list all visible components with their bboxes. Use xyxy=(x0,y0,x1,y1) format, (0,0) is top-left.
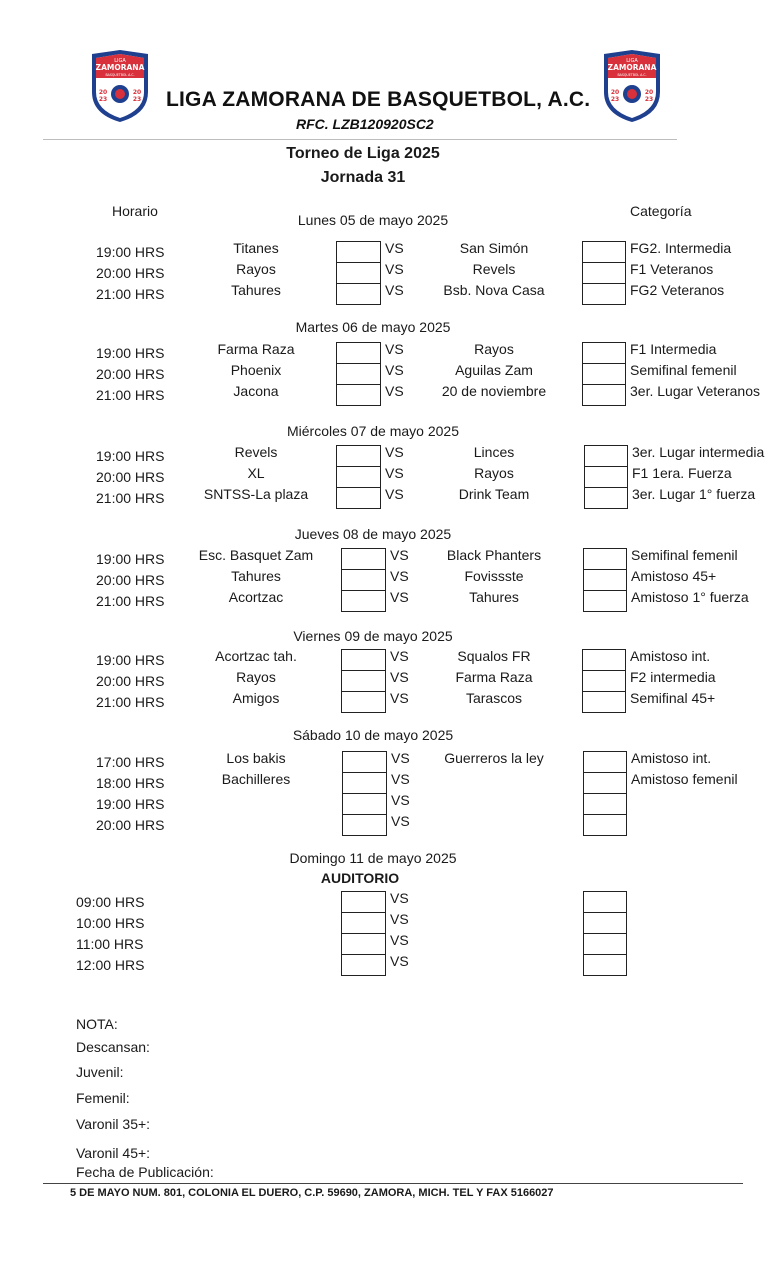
svg-text:20: 20 xyxy=(98,89,108,96)
home-team: Los bakis xyxy=(226,750,286,766)
home-team: Esc. Basquet Zam xyxy=(198,547,314,563)
game-category: Amistoso femenil xyxy=(631,771,738,787)
vs-label: VS xyxy=(385,240,404,256)
vs-label: VS xyxy=(390,890,409,906)
category-box[interactable] xyxy=(583,954,627,976)
home-score-box[interactable] xyxy=(336,342,381,364)
home-score-box[interactable] xyxy=(336,487,381,509)
day-heading: Lunes 05 de mayo 2025 xyxy=(297,212,449,228)
game-category: F1 Intermedia xyxy=(630,341,717,357)
category-box[interactable] xyxy=(582,691,626,713)
home-score-box[interactable] xyxy=(341,548,386,570)
home-team: Rayos xyxy=(236,669,276,685)
footer-address: 5 DE MAYO NUM. 801, COLONIA EL DUERO, C.P. 59690, ZAMORA, MICH. TEL Y FAX 5166027 xyxy=(70,1187,554,1199)
game-time: 21:00 HRS xyxy=(96,490,165,506)
home-score-box[interactable] xyxy=(341,590,386,612)
vs-label: VS xyxy=(390,690,409,706)
away-team: Fovissste xyxy=(464,568,524,584)
game-category: F1 1era. Fuerza xyxy=(632,465,732,481)
day-heading: Viernes 09 de mayo 2025 xyxy=(293,628,453,644)
juvenil-label: Juvenil: xyxy=(76,1064,124,1080)
away-team: Farma Raza xyxy=(455,669,533,685)
vs-label: VS xyxy=(390,932,409,948)
home-score-box[interactable] xyxy=(342,793,387,815)
vs-label: VS xyxy=(385,362,404,378)
game-category: FG2. Intermedia xyxy=(630,240,732,256)
category-box[interactable] xyxy=(582,241,626,263)
varonil45-label: Varonil 45+: xyxy=(76,1145,151,1161)
day-heading: Jueves 08 de mayo 2025 xyxy=(294,526,452,542)
game-category: Semifinal femenil xyxy=(631,547,738,563)
vs-label: VS xyxy=(385,282,404,298)
game-time: 18:00 HRS xyxy=(96,775,165,791)
away-team: Linces xyxy=(473,444,515,460)
away-team: 20 de noviembre xyxy=(441,383,547,399)
category-box[interactable] xyxy=(583,548,627,570)
category-box[interactable] xyxy=(583,590,627,612)
category-box[interactable] xyxy=(583,569,627,591)
game-time: 09:00 HRS xyxy=(76,894,145,910)
home-score-box[interactable] xyxy=(341,691,386,713)
home-score-box[interactable] xyxy=(336,445,381,467)
vs-label: VS xyxy=(385,261,404,277)
home-team: Farma Raza xyxy=(217,341,295,357)
vs-label: VS xyxy=(390,669,409,685)
game-time: 19:00 HRS xyxy=(96,652,165,668)
game-time: 12:00 HRS xyxy=(76,957,145,973)
vs-label: VS xyxy=(385,486,404,502)
logo-text-main: ZAMORANA xyxy=(95,63,145,72)
home-score-box[interactable] xyxy=(342,772,387,794)
home-score-box[interactable] xyxy=(341,891,386,913)
logo-text-sub: BASQUETBOL A.C. xyxy=(105,73,135,77)
away-team: San Simón xyxy=(459,240,529,256)
home-score-box[interactable] xyxy=(336,241,381,263)
away-team: Tahures xyxy=(469,589,519,605)
venue-label: AUDITORIO xyxy=(320,870,400,886)
home-team: Rayos xyxy=(236,261,276,277)
resting-label: Descansan: xyxy=(76,1039,150,1055)
game-time: 21:00 HRS xyxy=(96,593,165,609)
game-category: Amistoso int. xyxy=(631,750,712,766)
rfc: RFC. LZB120920SC2 xyxy=(296,116,434,132)
away-team: Guerreros la ley xyxy=(444,750,544,766)
game-time: 20:00 HRS xyxy=(96,572,165,588)
svg-text:23: 23 xyxy=(98,96,108,103)
home-team: Phoenix xyxy=(230,362,282,378)
svg-text:ZAMORANA: ZAMORANA xyxy=(607,63,657,72)
league-logo-right xyxy=(600,48,664,124)
home-score-box[interactable] xyxy=(341,933,386,955)
home-score-box[interactable] xyxy=(341,569,386,591)
away-team: Tarascos xyxy=(465,690,523,706)
day-heading: Sábado 10 de mayo 2025 xyxy=(292,727,454,743)
home-team: Tahures xyxy=(231,568,281,584)
category-box[interactable] xyxy=(583,933,627,955)
home-team: SNTSS-La plaza xyxy=(203,486,309,502)
home-team: Acortzac xyxy=(228,589,284,605)
home-score-box[interactable] xyxy=(342,751,387,773)
game-category: FG2 Veteranos xyxy=(630,282,725,298)
home-team: XL xyxy=(247,465,265,481)
home-score-box[interactable] xyxy=(341,954,386,976)
game-time: 20:00 HRS xyxy=(96,469,165,485)
game-time: 20:00 HRS xyxy=(96,265,165,281)
game-time: 19:00 HRS xyxy=(96,551,165,567)
game-time: 20:00 HRS xyxy=(96,673,165,689)
game-category: 3er. Lugar intermedia xyxy=(632,444,765,460)
femenil-label: Femenil: xyxy=(76,1090,130,1106)
away-team: Squalos FR xyxy=(457,648,531,664)
category-box[interactable] xyxy=(582,283,626,305)
away-team: Bsb. Nova Casa xyxy=(443,282,545,298)
vs-label: VS xyxy=(391,813,410,829)
home-team: Acortzac tah. xyxy=(215,648,297,664)
game-time: 21:00 HRS xyxy=(96,387,165,403)
home-score-box[interactable] xyxy=(342,814,387,836)
vs-label: VS xyxy=(391,750,410,766)
game-category: Amistoso 45+ xyxy=(631,568,717,584)
home-score-box[interactable] xyxy=(341,670,386,692)
away-team: Rayos xyxy=(474,341,514,357)
league-logo-left xyxy=(88,48,152,124)
game-time: 10:00 HRS xyxy=(76,915,145,931)
category-box[interactable] xyxy=(583,772,627,794)
category-box[interactable] xyxy=(582,342,626,364)
home-score-box[interactable] xyxy=(336,384,381,406)
home-team: Bachilleres xyxy=(221,771,291,787)
vs-label: VS xyxy=(385,341,404,357)
note-label: NOTA: xyxy=(76,1016,118,1032)
home-team: Tahures xyxy=(231,282,281,298)
home-team: Jacona xyxy=(233,383,279,399)
home-score-box[interactable] xyxy=(341,912,386,934)
category-box[interactable] xyxy=(583,912,627,934)
category-box[interactable] xyxy=(583,751,627,773)
home-score-box[interactable] xyxy=(336,283,381,305)
game-category: Semifinal femenil xyxy=(630,362,737,378)
vs-label: VS xyxy=(390,568,409,584)
category-box[interactable] xyxy=(582,363,626,385)
category-box[interactable] xyxy=(584,445,628,467)
svg-text:20: 20 xyxy=(644,89,654,96)
vs-label: VS xyxy=(391,792,410,808)
column-header-categoria: Categoría xyxy=(630,203,692,219)
game-category: Amistoso int. xyxy=(630,648,711,664)
category-box[interactable] xyxy=(582,670,626,692)
publication-date-label: Fecha de Publicación: xyxy=(76,1164,214,1180)
svg-text:20: 20 xyxy=(132,89,142,96)
game-time: 19:00 HRS xyxy=(96,244,165,260)
svg-text:BASQUETBOL A.C.: BASQUETBOL A.C. xyxy=(617,73,647,77)
tournament-title: Torneo de Liga 2025 xyxy=(286,145,440,162)
home-team: Revels xyxy=(234,444,278,460)
org-name: LIGA ZAMORANA DE BASQUETBOL, A.C. xyxy=(166,88,591,111)
game-time: 17:00 HRS xyxy=(96,754,165,770)
away-team: Rayos xyxy=(474,465,514,481)
game-time: 19:00 HRS xyxy=(96,448,165,464)
vs-label: VS xyxy=(385,444,404,460)
game-category: Semifinal 45+ xyxy=(630,690,716,706)
away-team: Drink Team xyxy=(458,486,530,502)
game-category: F2 intermedia xyxy=(630,669,716,685)
vs-label: VS xyxy=(385,383,404,399)
away-team: Black Phanters xyxy=(446,547,542,563)
round-title: Jornada 31 xyxy=(320,169,406,186)
home-score-box[interactable] xyxy=(336,363,381,385)
game-category: F1 Veteranos xyxy=(630,261,714,277)
vs-label: VS xyxy=(390,953,409,969)
vs-label: VS xyxy=(390,648,409,664)
home-team: Titanes xyxy=(233,240,279,256)
vs-label: VS xyxy=(391,771,410,787)
game-category: Amistoso 1° fuerza xyxy=(631,589,749,605)
svg-text:23: 23 xyxy=(132,96,142,103)
game-category: 3er. Lugar Veteranos xyxy=(630,383,760,399)
game-time: 20:00 HRS xyxy=(96,366,165,382)
game-time: 21:00 HRS xyxy=(96,694,165,710)
category-box[interactable] xyxy=(584,466,628,488)
category-box[interactable] xyxy=(583,793,627,815)
game-time: 19:00 HRS xyxy=(96,796,165,812)
home-team: Amigos xyxy=(232,690,280,706)
away-team: Revels xyxy=(472,261,516,277)
day-heading: Miércoles 07 de mayo 2025 xyxy=(287,423,459,439)
svg-text:23: 23 xyxy=(610,96,620,103)
footer-divider xyxy=(43,1183,743,1184)
day-heading: Martes 06 de mayo 2025 xyxy=(295,319,451,335)
svg-text:LIGA: LIGA xyxy=(626,58,638,64)
game-time: 19:00 HRS xyxy=(96,345,165,361)
category-box[interactable] xyxy=(583,891,627,913)
game-time: 11:00 HRS xyxy=(76,936,144,952)
category-box[interactable] xyxy=(583,814,627,836)
game-time: 21:00 HRS xyxy=(96,286,165,302)
category-box[interactable] xyxy=(582,649,626,671)
svg-text:23: 23 xyxy=(644,96,654,103)
home-score-box[interactable] xyxy=(336,466,381,488)
vs-label: VS xyxy=(390,589,409,605)
logo-text-top: LIGA xyxy=(114,58,126,64)
category-box[interactable] xyxy=(582,384,626,406)
varonil35-label: Varonil 35+: xyxy=(76,1116,151,1132)
game-time: 20:00 HRS xyxy=(96,817,165,833)
column-header-horario: Horario xyxy=(112,203,158,219)
category-box[interactable] xyxy=(582,262,626,284)
category-box[interactable] xyxy=(584,487,628,509)
vs-label: VS xyxy=(385,465,404,481)
header-divider xyxy=(43,139,677,140)
day-heading: Domingo 11 de mayo 2025 xyxy=(289,850,457,866)
vs-label: VS xyxy=(390,547,409,563)
svg-text:20: 20 xyxy=(610,89,620,96)
game-category: 3er. Lugar 1° fuerza xyxy=(632,486,756,502)
vs-label: VS xyxy=(390,911,409,927)
home-score-box[interactable] xyxy=(336,262,381,284)
home-score-box[interactable] xyxy=(341,649,386,671)
away-team: Aguilas Zam xyxy=(455,362,533,378)
